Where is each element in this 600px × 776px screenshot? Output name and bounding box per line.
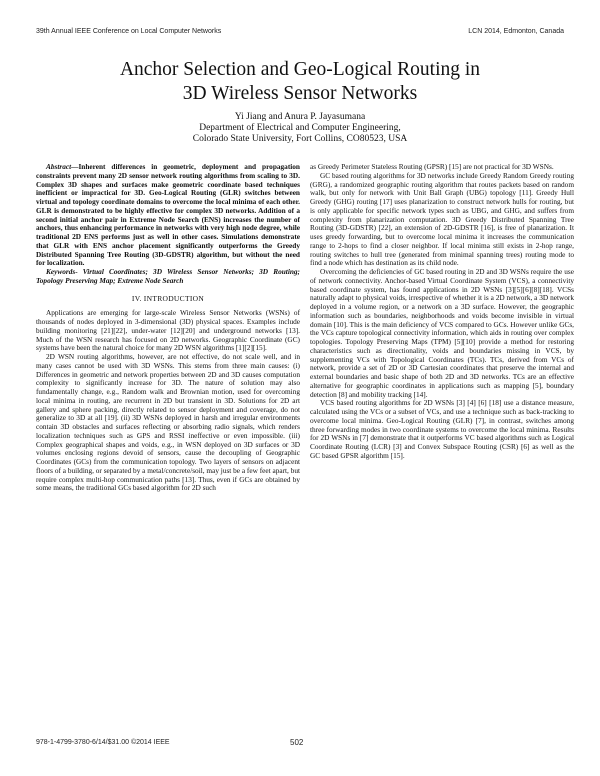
- page-number: 502: [290, 738, 304, 747]
- paper-title: [0, 58, 600, 106]
- title-line-1: Anchor Selection and Geo-Logical Routing in: [119, 59, 481, 80]
- author-names: Yi Jiang and Anura P. Jayasumana: [234, 112, 366, 122]
- body-paragraph: VCS based routing algorithms for 2D WSNs [3] [4] [6] [18] use a distance measure, calculated using the VCs or a subset of VCs, and use a technique such as back-tracking to overcome local minima. Geo-Logical Routing (GLR) [7], in contrast, switches among three forwarding modes in two coordinate systems to overcome the local minima. Results for 2D WSNs in [7] demonstrate that it outperforms VC based algorithms such as Logical Coordinate Routing (LCR) [3] and Convex Subspace Routing (CSR) [6] as well as the GC based GPSR algorithm [15].: [310, 398, 574, 460]
- author-block: [0, 112, 600, 145]
- body-paragraph: as Greedy Perimeter Stateless Routing (GPSR) [15] are not practical for 3D WSNs.: [310, 162, 554, 171]
- conference-header: 39th Annual IEEE Conference on Local Computer Networks: [36, 28, 222, 35]
- abstract: [36, 163, 300, 268]
- body-paragraph: Applications are emerging for large-scale Wireless Sensor Networks (WSNs) of thousands of nodes deployed in 3-dimensional (3D) physical spaces. Examples include building monitoring [21][22], under-water [12][20] and underground networks [13]. Much of the WSN research has focused on 2D networks. Geographic Coordinate (GC) systems have been the natural choice for many 2D WSN algorithms [1][2][15].: [36, 308, 300, 353]
- abstract-lead: Abstract: [46, 162, 72, 171]
- title-line-2: 3D Wireless Sensor Networks: [182, 83, 418, 104]
- body-paragraph: Overcoming the deficiencies of GC based routing in 2D and 3D WSNs require the use of network connectivity. Anchor-based Virtual Coordinate System (VCS), a connectivity based coordinate system, has found applications in 2D WSNs [3][5][6][8][18]. VCSs naturally adapt to physical voids, irrespective of whether it is a 2D network, a 3D network deployed in a volume region, or a network on a 3D surface. However, the geographic information such as boundaries, neighborhoods and voids become invisible in virtual domain [10]. This is the main deficiency of VCS compared to GCs. However unlike GCs, the VCs capture topological connectivity information, which aids in routing over complex topologies. Topology Preserving Maps (TPM) [5][10] provide a method for restoring characteristics such as directionality, voids and boundaries missing in VCS, by supplementing VCs with Topological Coordinates (TCs). TCs, derived from VCs of network, provide a set of 2D or 3D Cartesian coordinates that preserve the internal and external boundaries and basic shape of both 2D and 3D networks. TCs are an effective alternative for geographic coordinates in applications such as mapping [5], boundary detection [8] and mobility tracking [14].: [310, 267, 574, 399]
- right-column: [310, 163, 574, 461]
- copyright-footer: 978-1-4799-3780-6/14/$31.00 ©2014 IEEE: [36, 739, 170, 746]
- author-department: Department of Electrical and Computer Engineering,: [199, 123, 401, 133]
- section-heading-introduction: IV. INTRODUCTION: [131, 293, 205, 303]
- author-affiliation: Colorado State University, Fort Collins, CO80523, USA: [192, 134, 408, 144]
- left-column: [36, 163, 300, 493]
- body-paragraph: 2D WSN routing algorithms, however, are not effective, do not scale well, and in many cases cannot be used with 3D WSNs. This stems from three main causes: (i) Differences in geometric and network properties between 2D and 3D causes computation complexity to significantly increase for 3D. The nature of solution may also fundamentally change, e.g., Random walk and Brownian motion, used for overcoming local minima in routing, are recurrent in 2D but transient in 3D. Solutions for 2D art gallery and sphere packing, directly related to sensor deployment and coverage, do not generalize to 3D at all [19]. (ii) 3D WSNs deployed in harsh and irregular environments contain 3D obstacles and surfaces reflecting or absorbing radio signals, which renders localization techniques such as GPS and RSSI ineffective or even impossible. (iii) Complex geographical shapes and voids, e.g., in WSN deployed on 3D surfaces or 3D volumes enclosing regions devoid of sensors, cause the decoupling of Geographic Coordinates (GCs) from the communication topology. Two layers of sensors on adjacent floors of a building, or separated by a metal/concrete/soil, may just be a few feet apart, but require complex multi-hop communication paths [13]. Thus, even if GCs are obtained by some means, the traditional GCs based algorithm for 2D such: [36, 352, 301, 493]
- keywords: Keywords- Virtual Coordinates; 3D Wireless Sensor Networks; 3D Routing; Topology Preserving Map; Extreme Node Search: [36, 267, 300, 285]
- conference-location-header: LCN 2014, Edmonton, Canada: [468, 28, 564, 35]
- body-paragraph: GC based routing algorithms for 3D networks include Greedy Random Greedy routing (GRG), a randomized geographic routing algorithm that routes packets based on random walk, but only for network with Unit Ball Graph (UBG) topology [11]. Greedy Hull Greedy (GHG) routing [17] uses planarization to construct network hulls for routing, but is only applicable for specific network types such as UBG, and GHG, and suffers from complexity from planarization computation. 3D Greedy Distributed Spanning Tree Routing (3D-GDSTR) [22], an extension of 2D-GDSTR [16], is free of planarization. It uses greedy forwarding, but to overcome local minima it increases the communication range to 2-hops to find a closer neighbor. If local minima still exists in 2-hop range, routing switches to hull tree (generated from minimal spanning trees) routing mode to find a node which has destination as its child node.: [310, 170, 574, 268]
- abstract-text: —Inherent differences in geometric, deployment and propagation constraints prevent many 2D sensor network routing algorithms from scaling to 3D. Complex 3D shapes and surfaces make geometric coordinate based techniques inefficient or impractical for 3D. Geo-Logical Routing (GLR) switches between virtual and topology coordinate domains to overcome the local minima of each other. GLR is demonstrated to be highly effective for complex 3D networks. Addition of a second initial anchor pair in Extreme Node Search (ENS) increases the number of anchors, thus enhancing performance in networks with very high node degree, while traditional 2D ENS performs just as well in other cases. Simulations demonstrate that GLR with ENS anchor placement significantly outperforms the Greedy Distributed Spanning Tree Routing (3D-GDSTR) algorithm, but without the need for localization.: [36, 162, 300, 268]
